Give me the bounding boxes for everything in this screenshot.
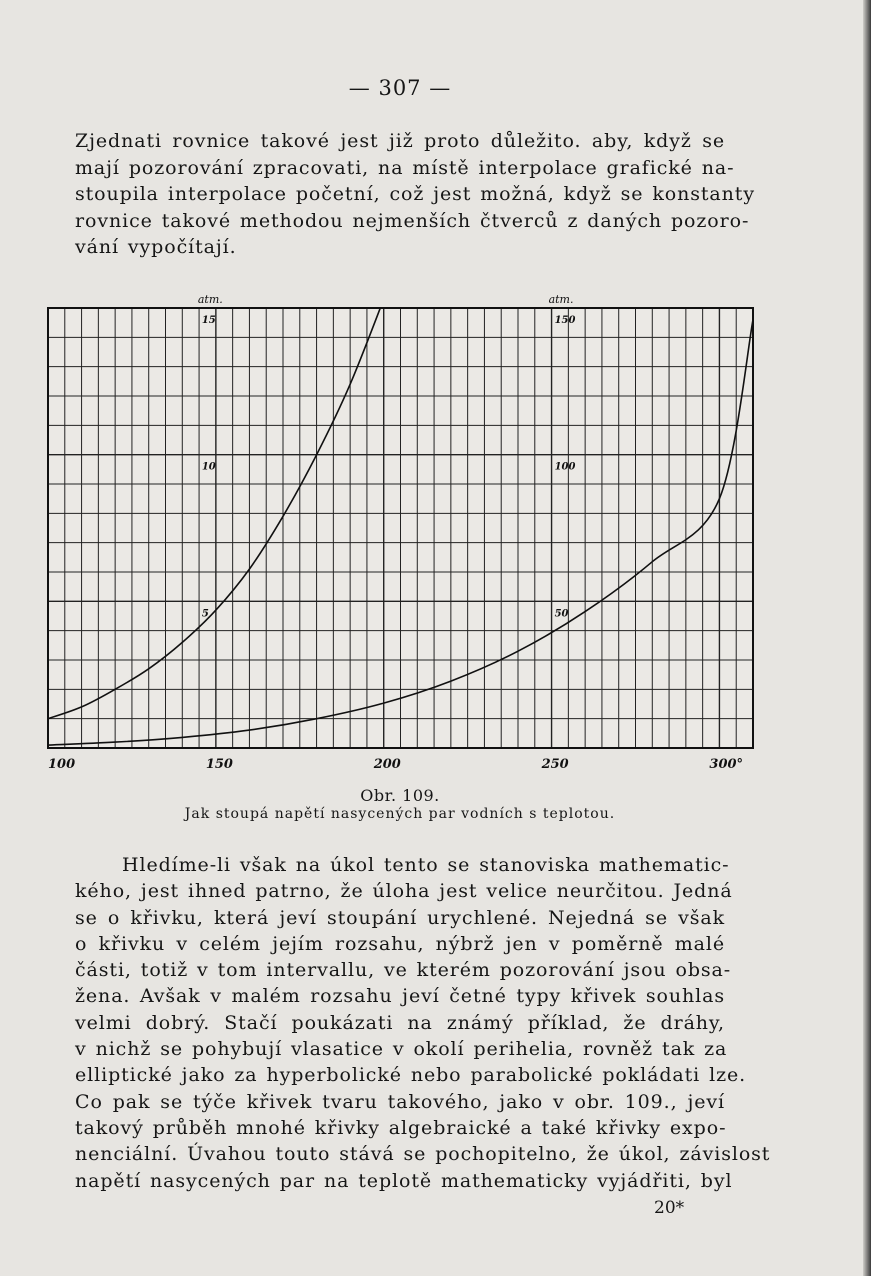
text-line: části, totiž v tom intervallu, ve kterém pozorování jsou obsa- — [75, 959, 732, 982]
text-line: vání vypočítají. — [75, 236, 237, 258]
left-tick-label: 10 — [201, 461, 216, 473]
right-tick-label: 50 — [554, 608, 569, 620]
text-line: elliptické jako za hyperbolické nebo parabolické pokládati lze. — [75, 1064, 747, 1087]
text-line: v nichž se pohybují vlasatice v okolí perihelia, rovněž tak za — [75, 1038, 728, 1061]
text-line: Hledíme-li však na úkol tento se stanoviska mathematic- — [122, 854, 730, 876]
figure-caption: Jak stoupá napětí nasycených par vodních s teplotou. — [184, 806, 616, 822]
text-line: žena. Avšak v malém rozsahu jeví četné typy křivek souhlas — [75, 985, 725, 1008]
page-number: — 307 — — [348, 76, 452, 100]
text-line: rovnice takové methodou nejmenších čtverců z daných pozoro- — [75, 209, 750, 232]
left-tick-label: 15 — [201, 315, 216, 326]
paragraph-2 — [75, 852, 771, 1194]
left-axis-unit: atm. — [197, 293, 223, 306]
signature-mark: 20* — [654, 1198, 685, 1218]
text-line: napětí nasycených par na teplotě mathematicky vyjádřiti, byl — [75, 1169, 733, 1192]
text-line: nenciální. Úvahou touto stává se pochopitelno, že úkol, závislost — [75, 1143, 771, 1166]
left-tick-label: 5 — [201, 608, 209, 620]
text-line: o křivku v celém jejím rozsahu, nýbrž jen v poměrně malé — [75, 932, 725, 955]
text-line: velmi dobrý. Stačí poukázati na známý příklad, že dráhy, — [75, 1011, 725, 1034]
text-line: se o křivku, která jeví stoupání urychlené. Nejedná se však — [75, 906, 725, 929]
x-tick-label: 150 — [205, 757, 233, 772]
right-tick-label: 100 — [554, 461, 576, 473]
x-tick-label: 100 — [48, 757, 76, 772]
x-tick-label: 200 — [373, 757, 401, 772]
x-tick-label: 250 — [541, 757, 569, 772]
text-line: mají pozorování zpracovati, na místě interpolace grafické na- — [75, 156, 735, 179]
text-line: Zjednati rovnice takové jest již proto důležito. aby, když se — [75, 130, 725, 152]
text-line: kého, jest ihned patrno, že úloha jest velice neurčitou. Jedná — [75, 880, 733, 903]
text-line: Co pak se týče křivek tvaru takového, jako v obr. 109., jeví — [75, 1090, 725, 1113]
right-tick-label: 150 — [554, 315, 576, 326]
text-line: takový průběh mnohé křivky algebraické a také křivky expo- — [75, 1116, 727, 1139]
x-tick-label: 300° — [709, 757, 744, 772]
figure-number: Obr. 109. — [360, 786, 440, 805]
text-line: stoupila interpolace početní, což jest možná, když se konstanty — [75, 183, 755, 205]
right-axis-unit: atm. — [548, 293, 574, 306]
